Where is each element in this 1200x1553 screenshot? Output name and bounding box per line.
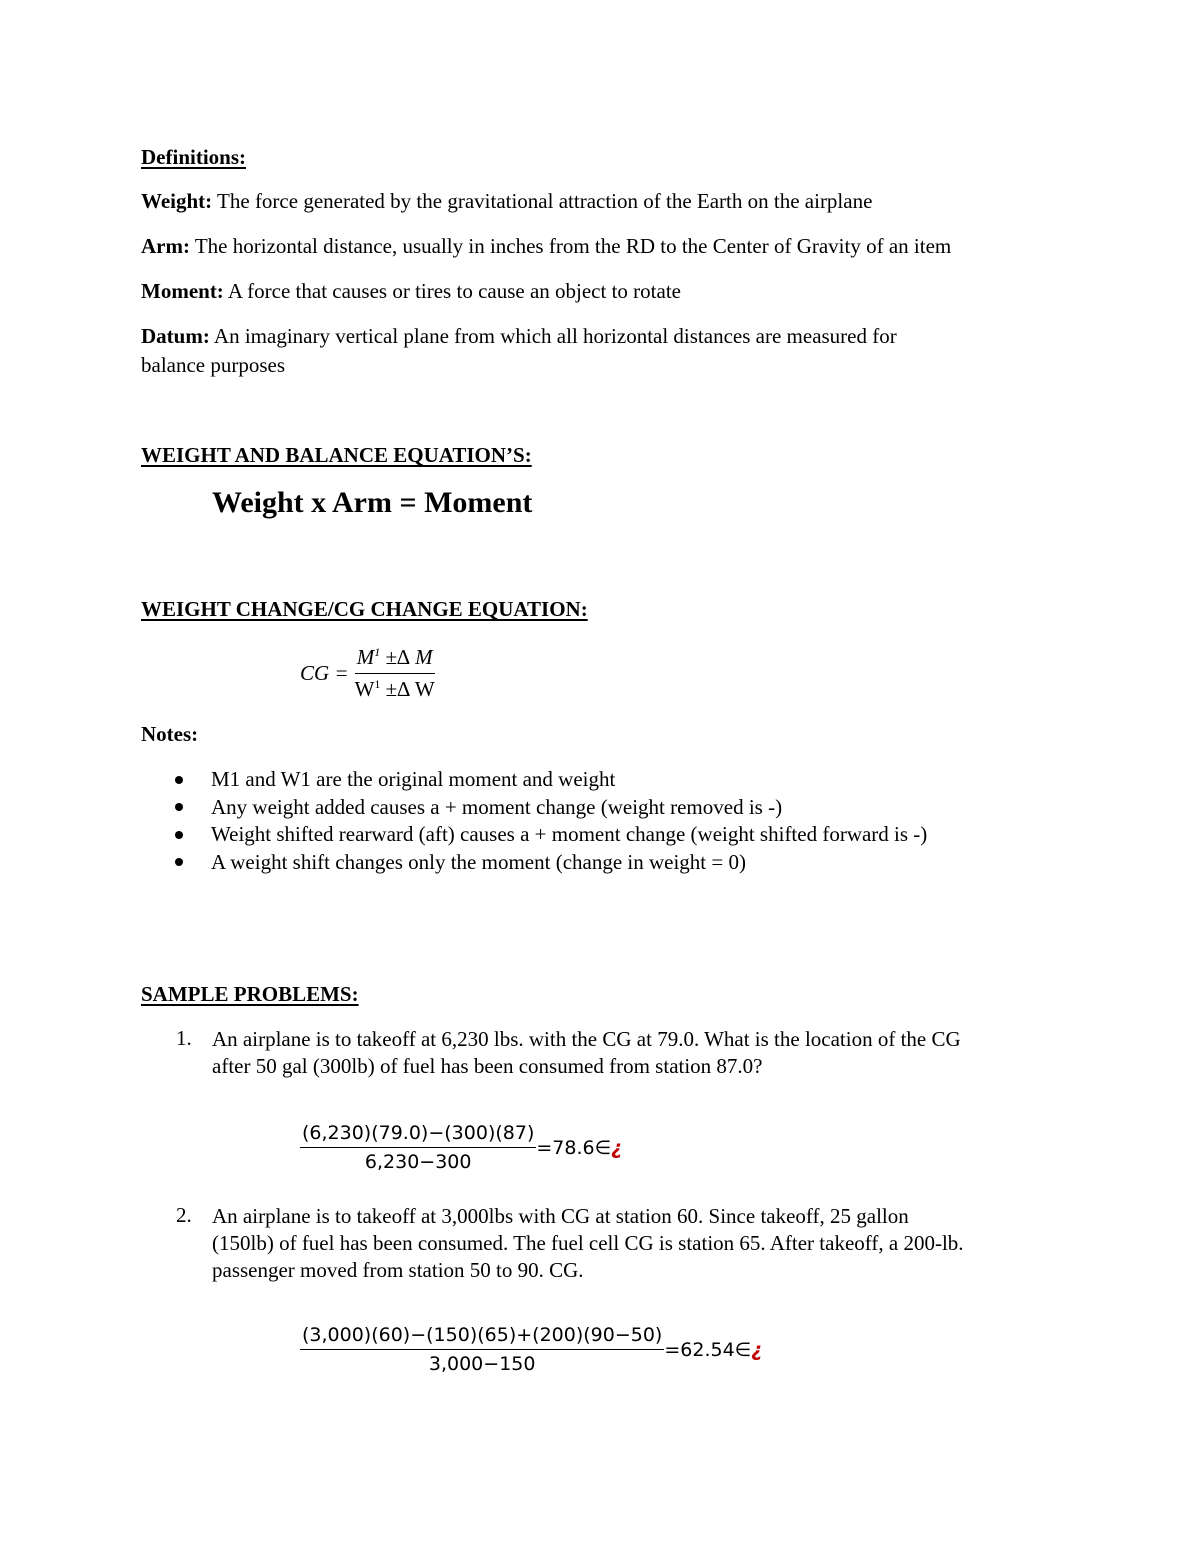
numerator-rest: ±∆ M: [380, 645, 433, 669]
bullet-icon: [175, 831, 183, 839]
definition-term: Moment:: [141, 279, 224, 303]
solution-numerator: (6,230)(79.0)−(300)(87): [300, 1122, 536, 1148]
definition-datum-continued: balance purposes: [141, 353, 286, 377]
problem-number: 1.: [176, 1026, 192, 1050]
bullet-text: Any weight added causes a + moment change (weight removed is -): [211, 794, 783, 819]
denominator-rest: ±∆ W: [380, 677, 435, 701]
error-glyph: ¿: [751, 1338, 763, 1361]
wb-equations-heading: WEIGHT AND BALANCE EQUATION’S:: [141, 443, 532, 467]
solution-result: =78.6∈: [536, 1136, 612, 1159]
problem-line: An airplane is to takeoff at 3,000lbs with CG at station 60. Since takeoff, 25 gallon: [212, 1204, 909, 1228]
problem-line: passenger moved from station 50 to 90. CG.: [212, 1258, 584, 1282]
main-equation: Weight x Arm = Moment: [212, 486, 533, 519]
list-item: [175, 794, 927, 822]
list-item: [175, 821, 927, 849]
definition-text: An imaginary vertical plane from which all horizontal distances are measured for: [209, 324, 897, 348]
cg-formula-fraction: [353, 645, 437, 702]
list-item: [175, 766, 927, 794]
definition-term: Arm:: [141, 234, 190, 258]
problem-line: An airplane is to takeoff at 6,230 lbs. with the CG at 79.0. What is the location of the CG: [212, 1027, 961, 1051]
sample-problems-heading: SAMPLE PROBLEMS:: [141, 982, 359, 1006]
definition-arm: [141, 234, 951, 259]
bullet-icon: [175, 803, 183, 811]
problem-number: 2.: [176, 1203, 192, 1227]
cg-formula-lhs: CG =: [300, 661, 349, 685]
solution-denominator: 3,000−150: [428, 1353, 536, 1375]
cg-formula-numerator: [355, 645, 435, 674]
solution-fraction: [300, 1324, 664, 1375]
denominator-sup: 1: [374, 677, 381, 691]
numerator-base: M: [356, 645, 375, 669]
solution-denominator: 6,230−300: [364, 1151, 472, 1173]
bullet-icon: [175, 776, 183, 784]
solution-numerator: (3,000)(60)−(150)(65)+(200)(90−50): [300, 1324, 664, 1350]
list-item: [175, 849, 927, 877]
cg-formula: [300, 645, 437, 702]
cg-formula-denominator: [353, 674, 437, 702]
definition-term: Weight:: [141, 189, 213, 213]
problem-1-solution: [300, 1122, 622, 1173]
bullet-text: Weight shifted rearward (aft) causes a + moment change (weight shifted forward is -): [211, 822, 928, 847]
problem-line: after 50 gal (300lb) of fuel has been consumed from station 87.0?: [212, 1054, 763, 1078]
bullet-text: M1 and W1 are the original moment and weight: [211, 767, 616, 792]
problem-2-solution: [300, 1324, 762, 1375]
definition-datum: [141, 324, 897, 349]
problem-text: [212, 1203, 964, 1284]
denominator-base: W: [354, 677, 375, 701]
solution-fraction: [300, 1122, 536, 1173]
solution-result: =62.54∈: [664, 1338, 752, 1361]
definition-text: The force generated by the gravitational attraction of the Earth on the airplane: [212, 189, 873, 213]
cg-change-heading: WEIGHT CHANGE/CG CHANGE EQUATION:: [141, 597, 588, 621]
error-glyph: ¿: [611, 1136, 623, 1159]
definition-term: Datum:: [141, 324, 210, 348]
definition-text: A force that causes or tires to cause an object to rotate: [223, 279, 681, 303]
definitions-heading: Definitions:: [141, 145, 246, 169]
definition-weight: [141, 189, 872, 214]
bullet-icon: [175, 858, 183, 866]
definition-moment: [141, 279, 681, 304]
problem-line: (150lb) of fuel has been consumed. The fuel cell CG is station 65. After takeoff, a 200-lb.: [212, 1231, 964, 1255]
notes-heading: Notes:: [141, 722, 199, 746]
numerator-sup: 1: [374, 645, 381, 659]
problem-text: [212, 1026, 961, 1080]
definition-text: The horizontal distance, usually in inches from the RD to the Center of Gravity of an item: [189, 234, 952, 258]
bullet-text: A weight shift changes only the moment (change in weight = 0): [211, 849, 746, 874]
notes-list: [175, 766, 927, 876]
